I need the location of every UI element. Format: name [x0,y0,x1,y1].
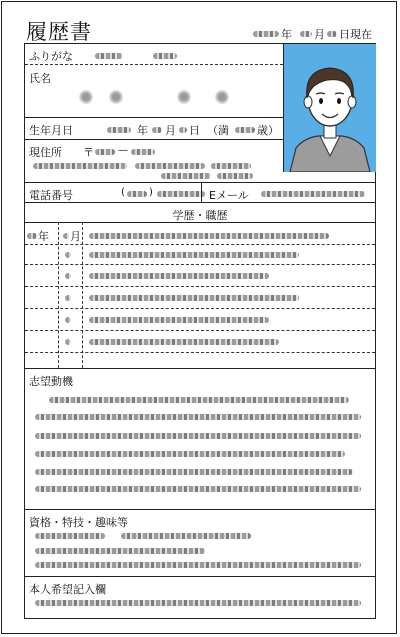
phone-paren-close: ) [149,187,153,198]
redacted-email [261,191,365,197]
birth-month-unit: 月 [165,124,176,137]
redacted-postal-2 [131,149,155,155]
document-title: 履歴書 [26,20,92,44]
redacted-history-entry [89,273,269,279]
redacted-qualification-line [35,533,105,539]
redacted-motivation-line [35,451,345,457]
age-close: 歳） [257,124,279,137]
redacted-phone-area [127,191,147,197]
redacted-postal-1 [95,149,115,155]
redacted-year [253,31,279,37]
furigana-divider [25,64,283,65]
history-month-label: 月 [70,230,81,243]
redacted-history-entry [89,233,329,239]
birth-divider [25,139,283,140]
redacted-qualification-line [35,548,205,554]
birthdate-label: 生年月日 [29,124,73,137]
redacted-history-month [65,317,71,323]
date-line [253,26,372,42]
redacted-qualification-line [35,562,361,568]
redacted-day [327,31,337,37]
redacted-name-char [109,89,123,105]
phone-label: 電話番号 [29,189,73,202]
history-row-divider [25,308,375,309]
redacted-motivation-line [49,397,349,403]
history-year-label: 年 [38,230,49,243]
name-divider [25,117,283,118]
redacted-history-entry [89,295,299,301]
birth-year-unit: 年 [137,124,148,137]
redacted-history-month [65,273,71,279]
history-header-divider [25,222,375,223]
redacted-name-char [177,89,191,105]
date-month-label: 月 [314,28,325,41]
redacted-furigana-family [95,53,123,59]
redacted-history-entry [89,252,299,258]
person-avatar-icon [284,44,376,172]
redacted-history-month [63,233,69,239]
redacted-address-line [161,173,211,179]
redacted-month [300,31,312,37]
age-open: （満 [207,124,229,137]
email-label: Eメール [209,189,249,202]
contact-divider [25,202,375,203]
motivation-divider [25,509,375,510]
redacted-birth-year [107,127,131,133]
redacted-birth-day [179,127,187,133]
birth-day-unit: 日 [189,124,200,137]
qualifications-divider [25,576,375,577]
redacted-address-line [135,163,205,169]
phone-email-divider [201,182,202,202]
history-row-divider [25,286,375,287]
phone-paren-open: ( [121,187,125,198]
redacted-motivation-line [35,486,361,492]
redacted-history-month [65,252,71,258]
redacted-address-line [211,163,251,169]
redacted-history-month [65,339,71,345]
redacted-birth-month [152,127,162,133]
redacted-age [235,127,255,133]
redacted-qualification-line [121,533,251,539]
redacted-address-line [217,173,253,179]
history-row-divider [25,244,375,245]
furigana-label: ふりがな [29,50,73,63]
motivation-label: 志望動機 [29,375,73,388]
history-row-divider [25,330,375,331]
id-photo [283,44,376,172]
redacted-phone-number [157,191,205,197]
date-year-label: 年 [281,28,292,41]
history-row-divider [25,352,375,353]
redacted-history-entry [89,339,279,345]
name-label: 氏名 [29,72,51,85]
redacted-history-entry [89,317,269,323]
history-row-divider [25,264,375,265]
history-bottom-divider [25,368,375,369]
redacted-history-year [27,233,37,239]
address-label: 現住所 [29,146,62,159]
redacted-motivation-line [35,414,361,420]
address-divider [25,182,375,183]
redacted-name-char [215,89,229,105]
history-header: 学歴・職歴 [172,209,228,222]
redacted-address-line [33,163,127,169]
postal-dash: — [118,145,128,156]
redacted-request-line [35,600,361,606]
redacted-motivation-line [35,433,361,439]
redacted-name-char [79,89,93,105]
resume-form [24,43,376,619]
postal-mark: 〒 [83,146,94,159]
qualifications-label: 資格・特技・趣味等 [29,516,128,529]
date-day-label: 日現在 [339,28,372,41]
requests-label: 本人希望記入欄 [29,583,106,596]
redacted-motivation-line [35,469,353,475]
redacted-history-month [65,295,71,301]
redacted-furigana-given [153,53,177,59]
